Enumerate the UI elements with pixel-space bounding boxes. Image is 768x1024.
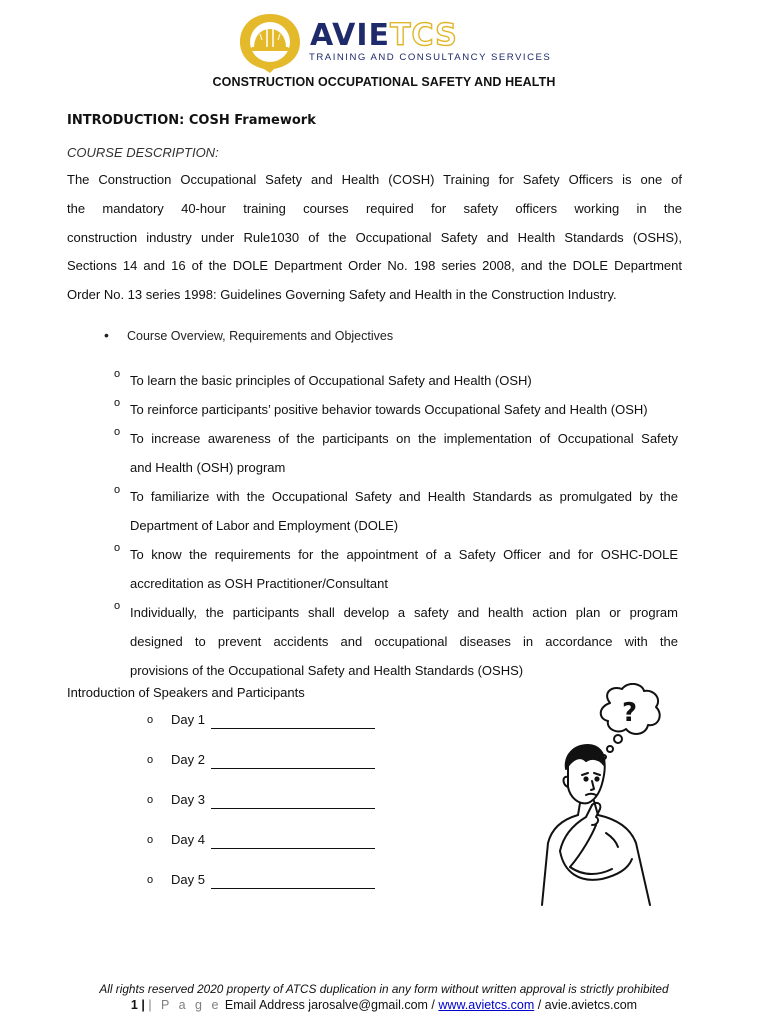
footer-line <box>0 998 768 1012</box>
thinking-man-illustration-icon <box>540 683 670 923</box>
paragraph-line: construction industry under Rule1030 of the Occupational Safety and Health Standards (OSHS), <box>67 229 682 245</box>
day-blank-line[interactable] <box>211 848 375 849</box>
sub-bullet-icon: o <box>147 794 154 806</box>
course-description-label: COURSE DESCRIPTION: <box>67 145 219 160</box>
copyright-notice: All rights reserved 2020 property of ATCS duplication in any form without written approval is strictly prohibited <box>99 982 669 996</box>
paragraph-line: Order No. 13 series 1998: Guidelines Governing Safety and Health in the Construction Industry. <box>67 287 617 303</box>
speakers-heading: Introduction of Speakers and Participants <box>67 685 305 700</box>
paragraph-line: The Construction Occupational Safety and Health (COSH) Training for Safety Officers is one of <box>67 172 682 187</box>
logo-brand-part2: TCS <box>390 18 458 53</box>
objective-line: and Health (OSH) program <box>130 460 286 475</box>
svg-text:?: ? <box>622 698 638 728</box>
document-title: CONSTRUCTION OCCUPATIONAL SAFETY AND HEALTH <box>212 75 556 89</box>
sub-bullet-icon: o <box>147 714 154 726</box>
website-link[interactable]: www.avietcs.com <box>438 998 535 1012</box>
page-word: | P a g e <box>148 998 222 1012</box>
day-label: Day 4 <box>171 832 205 847</box>
bullet-icon: • <box>104 327 109 343</box>
page-number: 1 | <box>130 998 149 1012</box>
course-description-paragraph <box>67 166 682 310</box>
sub-bullet-icon: o <box>114 542 121 554</box>
objective-line: provisions of the Occupational Safety and Health Standards (OSHS) <box>130 663 524 678</box>
paragraph-line: Sections 14 and 16 of the DOLE Department Order No. 198 series 2008, and the DOLE Department <box>67 258 682 274</box>
day-blank-line[interactable] <box>211 808 375 809</box>
email-address: Email Address jarosalve@gmail.com / <box>224 998 439 1012</box>
day-blank-line[interactable] <box>211 768 375 769</box>
footer-separator: / <box>534 998 545 1012</box>
day-label: Day 5 <box>171 872 205 887</box>
logo-tagline: TRAINING AND CONSULTANCY SERVICES <box>309 52 552 63</box>
sub-bullet-icon: o <box>114 600 121 612</box>
sub-bullet-icon: o <box>147 874 154 886</box>
section-heading: INTRODUCTION: COSH Framework <box>67 113 316 128</box>
day-label: Day 1 <box>171 712 205 727</box>
day-blank-line[interactable] <box>211 888 375 889</box>
objective-line: Department of Labor and Employment (DOLE) <box>130 518 399 533</box>
objective-line: To familiarize with the Occupational Safety and Health Standards as promulgated by the <box>130 489 678 504</box>
sub-bullet-icon: o <box>114 484 121 496</box>
objective-line: To know the requirements for the appointment of a Safety Officer and for OSHC-DOLE <box>130 547 678 562</box>
company-logo <box>236 10 552 74</box>
subdomain-text: avie.avietcs.com <box>544 998 638 1012</box>
bullet-item-label: Course Overview, Requirements and Objectives <box>127 329 394 343</box>
day-blank-line[interactable] <box>211 728 375 729</box>
objective-line: Individually, the participants shall develop a safety and health action plan or program <box>130 605 678 620</box>
paragraph-line: the mandatory 40-hour training courses required for safety officers working in the <box>67 200 682 216</box>
objective-line: designed to prevent accidents and occupational diseases in accordance with the <box>130 634 678 649</box>
logo-brand-text <box>310 18 458 53</box>
logo-brand-part1: AVIE <box>310 18 391 53</box>
sub-bullet-icon: o <box>114 426 121 438</box>
sub-bullet-icon: o <box>147 834 154 846</box>
hardhat-logo-icon <box>236 10 306 74</box>
sub-bullet-icon: o <box>147 754 154 766</box>
objective-line: To reinforce participants’ positive behavior towards Occupational Safety and Health (OSH) <box>130 402 648 417</box>
day-label: Day 2 <box>171 752 205 767</box>
sub-bullet-icon: o <box>114 397 121 409</box>
sub-bullet-icon: o <box>114 368 121 380</box>
objective-line: To increase awareness of the participants on the implementation of Occupational Safety <box>130 431 678 446</box>
bullet-item-course-overview <box>104 327 393 343</box>
objective-line: To learn the basic principles of Occupational Safety and Health (OSH) <box>130 373 532 388</box>
day-label: Day 3 <box>171 792 205 807</box>
objective-line: accreditation as OSH Practitioner/Consultant <box>130 576 388 591</box>
